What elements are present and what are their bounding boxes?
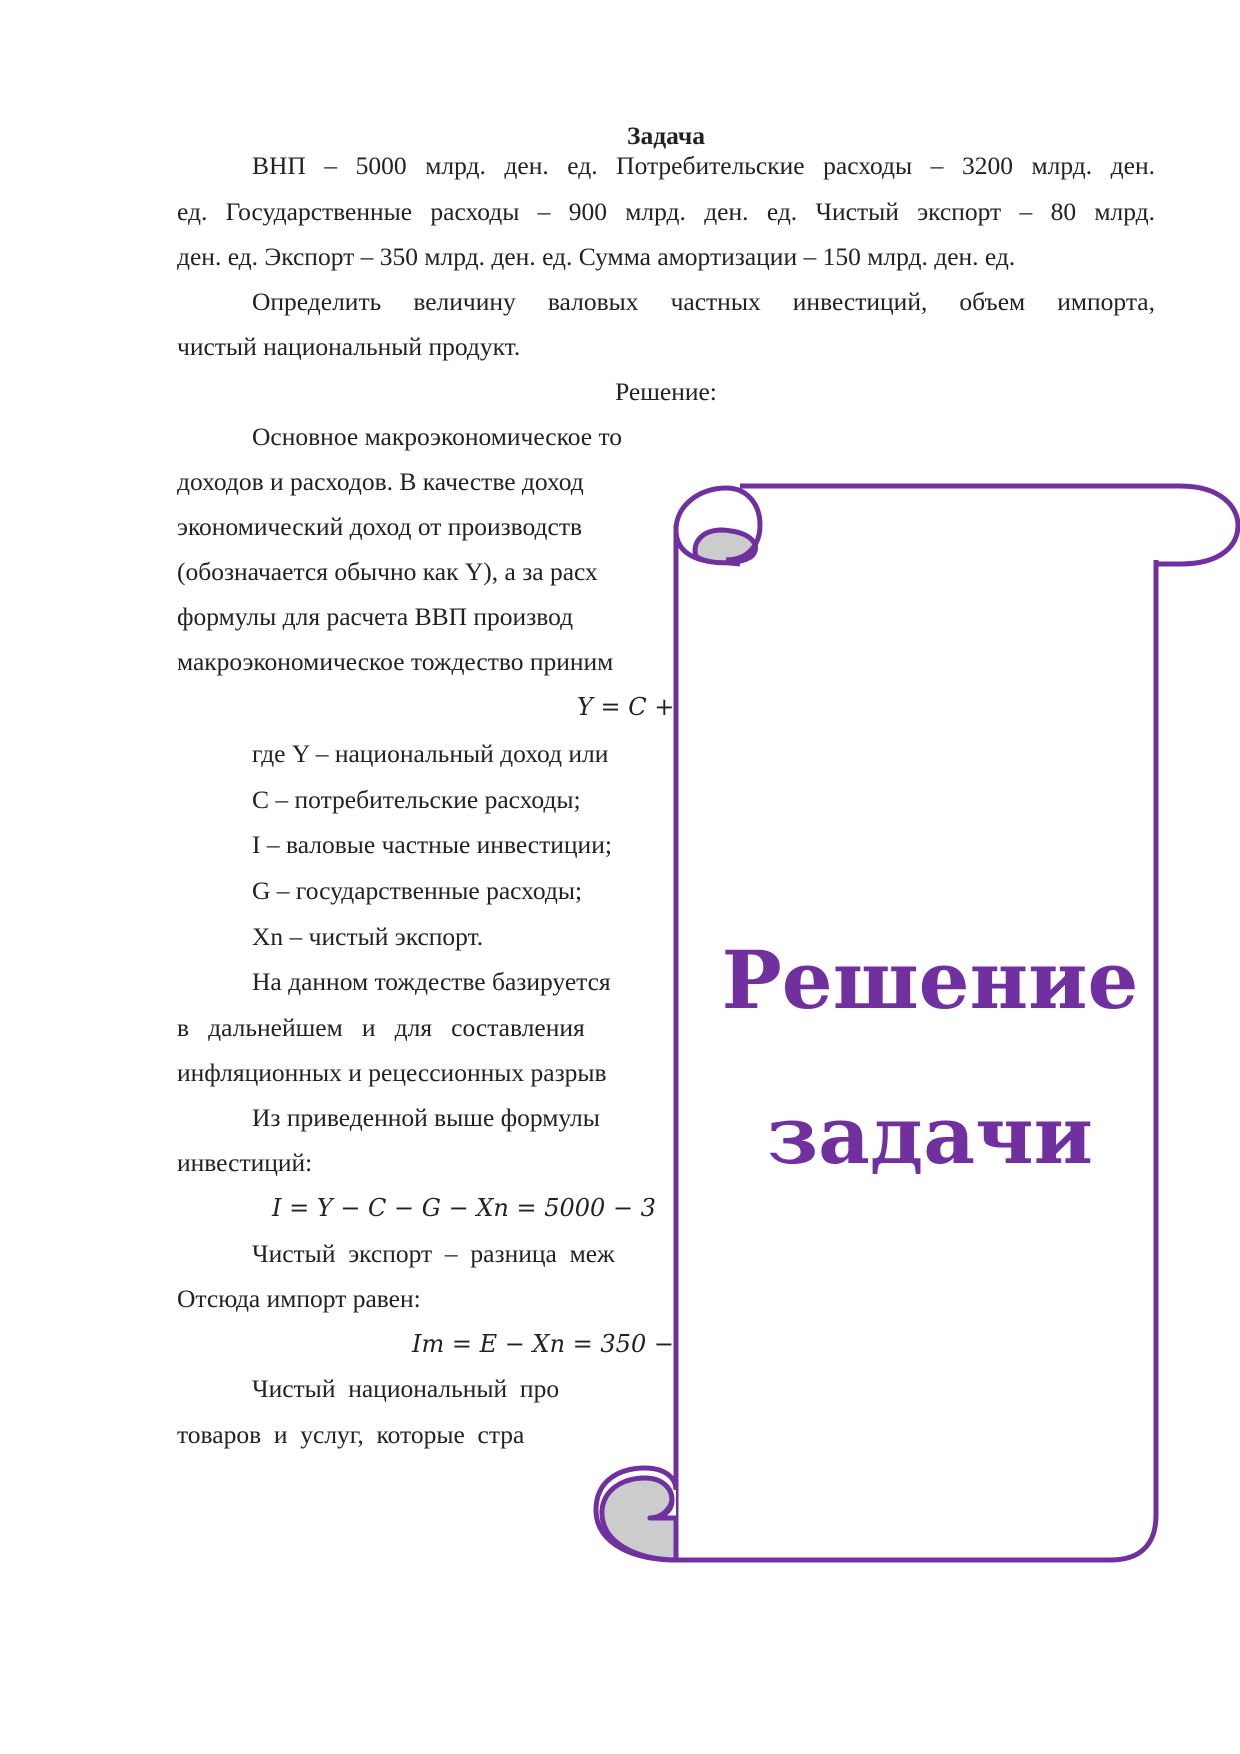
problem-title: Задача	[627, 121, 705, 150]
paragraph-4-line-1: На данном тождестве базируется	[252, 967, 611, 996]
paragraph-5-line-1: Из приведенной выше формулы	[252, 1103, 600, 1132]
banner-line-1: Решение	[721, 933, 1139, 1027]
formula-import: Im = E − Xn = 350 −	[412, 1330, 674, 1358]
solution-line-3: экономический доход от производств	[177, 512, 583, 541]
formula-investment: I = Y − C − G − Xn = 5000 − 3	[272, 1194, 656, 1222]
banner-line-2: задачи	[767, 1088, 1093, 1182]
solution-heading: Решение:	[615, 377, 717, 406]
problem-line-1: ВНП – 5000 млрд. ден. ед. Потребительские расходы – 3200 млрд. ден.	[252, 151, 1155, 180]
solution-line-6: макроэкономическое тождество приним	[177, 647, 614, 676]
paragraph-6-line-2: Отсюда импорт равен:	[177, 1284, 421, 1313]
definition-i: I – валовые частные инвестиции;	[252, 830, 612, 859]
task-line-2: чистый национальный продукт.	[177, 332, 521, 361]
paragraph-4-line-2: в дальнейшем и для составления	[177, 1013, 585, 1042]
task-line-1: Определить величину валовых частных инвестиций, объем импорта,	[252, 287, 1155, 316]
solution-line-2: доходов и расходов. В качестве доход	[177, 467, 584, 496]
paragraph-7-line-1: Чистый национальный про	[252, 1374, 560, 1403]
problem-line-2: ед. Государственные расходы – 900 млрд. ден. ед. Чистый экспорт – 80 млрд.	[177, 197, 1155, 226]
definition-y: где Y – национальный доход или	[252, 739, 609, 768]
paragraph-4-line-3: инфляционных и рецессионных разрыв	[177, 1058, 607, 1087]
definition-c: C – потребительские расходы;	[252, 785, 581, 814]
solution-line-4: (обозначается обычно как Y), а за расх	[177, 557, 598, 586]
solution-line-1: Основное макроэкономическое то	[252, 422, 623, 451]
definition-g: G – государственные расходы;	[252, 876, 583, 905]
problem-line-3: ден. ед. Экспорт – 350 млрд. ден. ед. Сумма амортизации – 150 млрд. ден. ед.	[177, 242, 1016, 271]
paragraph-6-line-1: Чистый экспорт – разница меж	[252, 1239, 615, 1268]
definition-xn: Xn – чистый экспорт.	[252, 922, 484, 951]
solution-line-5: формулы для расчета ВВП производ	[177, 602, 574, 631]
formula-identity: Y = C +	[577, 693, 675, 721]
paragraph-5-line-2: инвестиций:	[177, 1148, 313, 1177]
paragraph-7-line-2: товаров и услуг, которые стра	[177, 1420, 525, 1449]
